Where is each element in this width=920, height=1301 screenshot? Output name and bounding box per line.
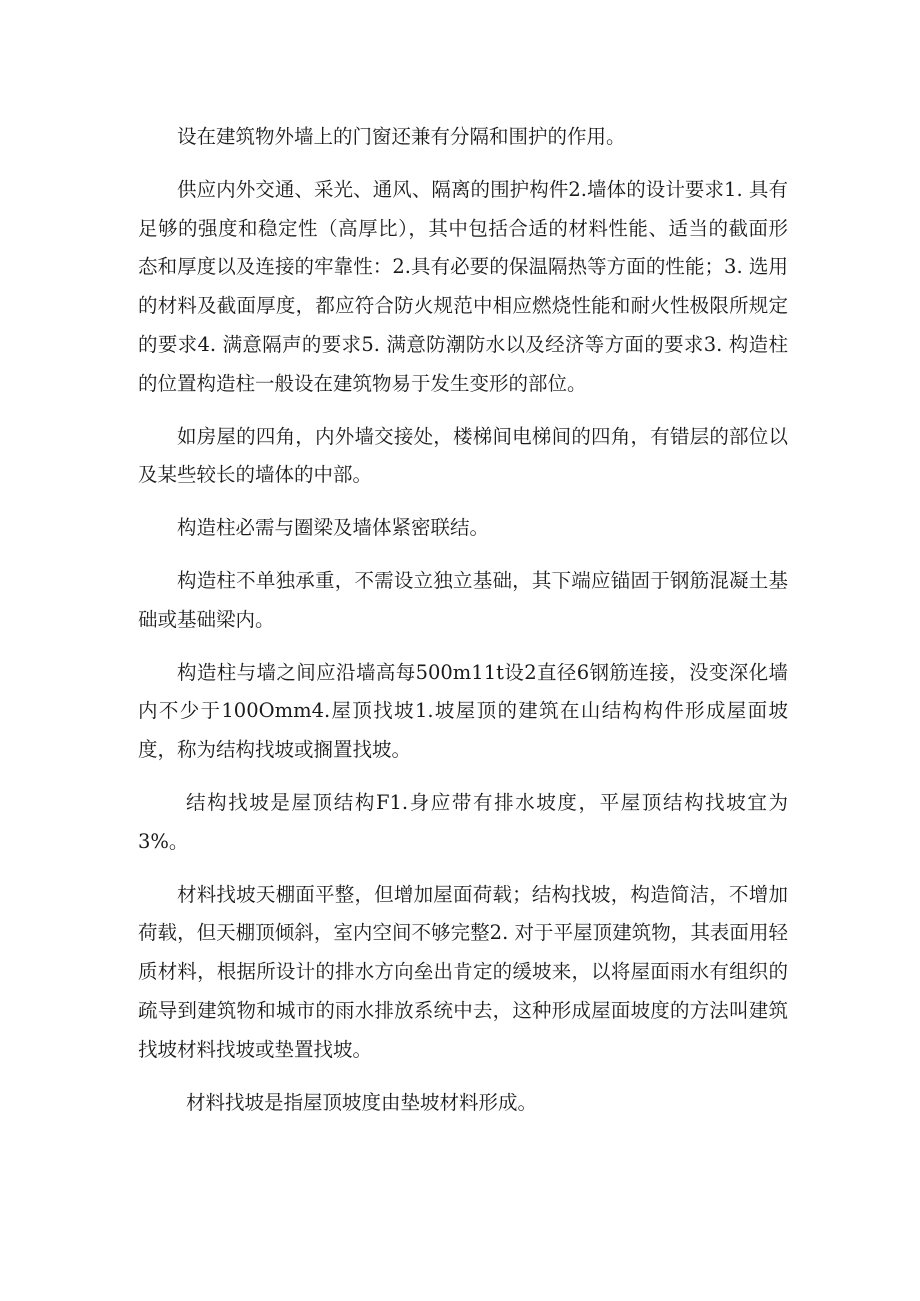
paragraph-9: 材料找坡是指屋顶坡度由垫坡材料形成。 (186, 1090, 538, 1114)
paragraph-2: 供应内外交通、采光、通风、隔离的围护构件2.墙体的设计要求1. 具有足够的强度和稳定性（高厚比），其中包括合适的材料性能、适当的截面形态和厚度以及连接的牢靠性：2.具有必要的保温隔热等方面的性能；3. 选用的材料及截面厚度，都应符合防火规范中相应燃烧性能和耐火性极限所规定的要求4. 满意隔声的要求5. 满意防潮防水以及经济等方面的要求3. 构造柱的位置构造柱一般设在建筑物易于发生变形的部位。 (138, 177, 788, 395)
paragraph-1: 设在建筑物外墙上的门窗还兼有分隔和围护的作用。 (177, 125, 626, 148)
paragraph-6: 构造柱与墙之间应沿墙高每500m11t设2直径6钢筋连接，没变深化墙内不少于100Omm4.屋顶找坡1.坡屋顶的建筑在山结构构件形成屋面坡度，称为结构找坡或搁置找坡。 (138, 660, 788, 762)
paragraph-7: 结构找坡是屋顶结构F1.身应带有排水坡度，平屋顶结构找坡宜为3%。 (138, 790, 788, 853)
paragraph-3: 如房屋的四角，内外墙交接处，楼梯间电梯间的四角，有错层的部位以及某些较长的墙体的中部。 (138, 424, 788, 487)
document-body (138, 118, 788, 1136)
paragraph-4: 构造柱必需与圈梁及墙体紧密联结。 (177, 516, 490, 540)
paragraph-8: 材料找坡天棚面平整，但增加屋面荷载；结构找坡，构造简洁，不增加荷载，但天棚顶倾斜，室内空间不够完整2. 对于平屋顶建筑物，其表面用轻质材料，根据所设计的排水方向垒出肯定的缓坡来，以将屋面雨水有组织的疏导到建筑物和城市的雨水排放系统中去，这种形成屋面坡度的方法叫建筑找坡材料找坡或垫置找坡。 (138, 882, 788, 1061)
paragraph-5: 构造柱不单独承重，不需设立独立基础，其下端应锚固于钢筋混凝土基础或基础梁内。 (138, 568, 788, 631)
